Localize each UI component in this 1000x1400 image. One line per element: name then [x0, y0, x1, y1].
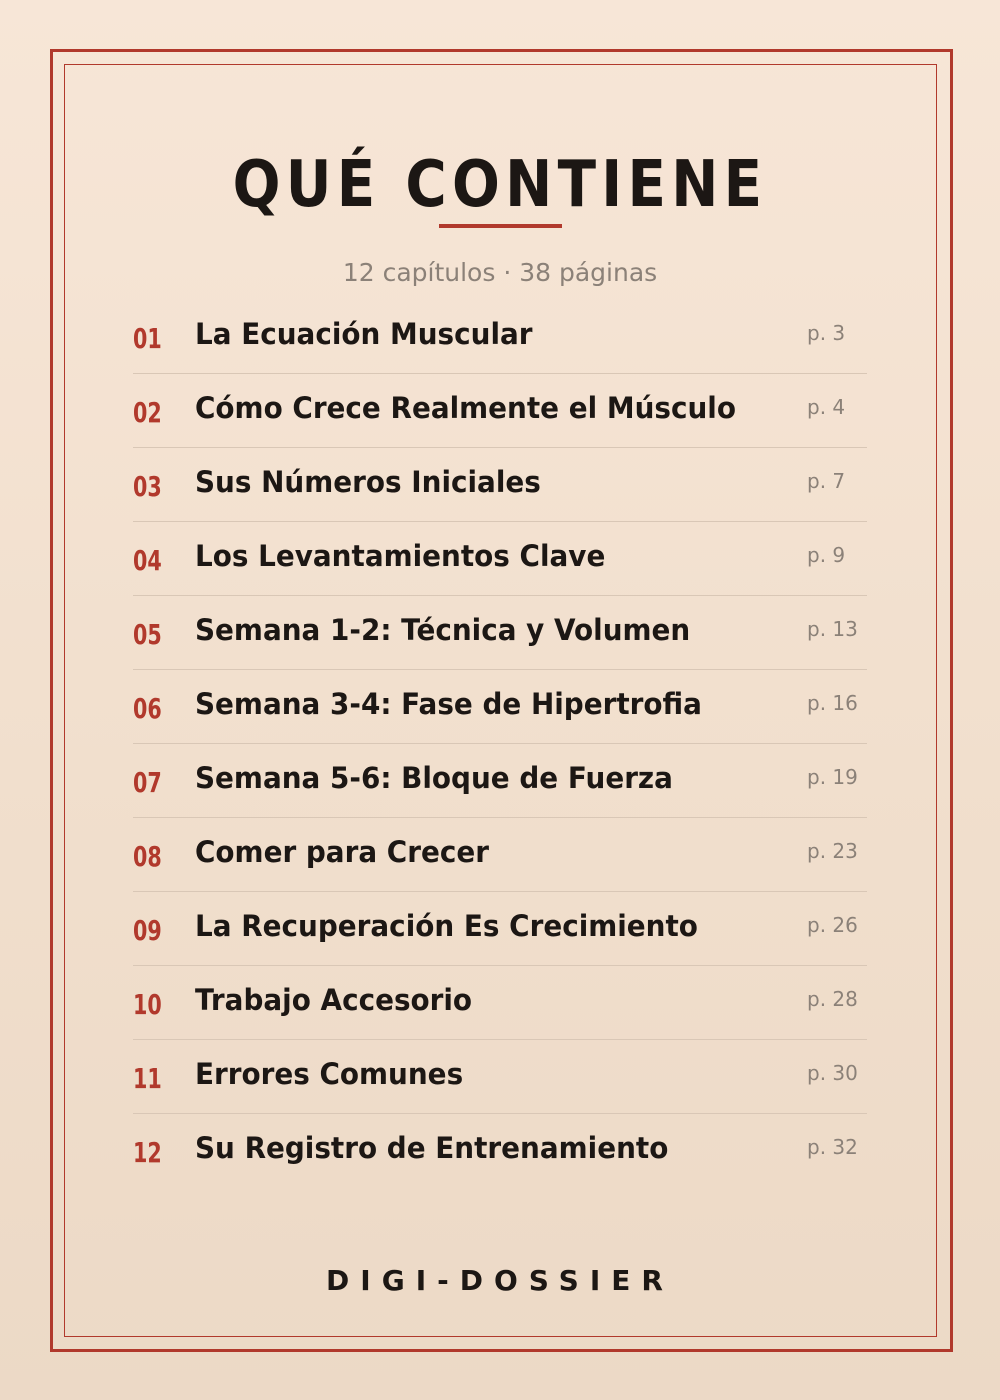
chapter-number: 06	[133, 692, 162, 725]
chapter-page: p. 13	[807, 617, 858, 641]
toc-entry-07[interactable]	[133, 744, 867, 818]
page-subtitle: 12 capítulos · 38 páginas	[342, 258, 658, 287]
toc-entry-08[interactable]	[133, 818, 867, 892]
chapter-title: Sus Números Iniciales	[195, 465, 541, 499]
chapter-page: p. 23	[807, 839, 858, 863]
toc-entry-10[interactable]	[133, 966, 867, 1040]
chapter-page: p. 30	[807, 1061, 858, 1085]
chapter-page: p. 3	[807, 321, 846, 345]
chapter-number: 09	[133, 914, 162, 947]
chapter-title: Los Levantamientos Clave	[195, 539, 606, 573]
chapter-page: p. 26	[807, 913, 858, 937]
chapter-number: 11	[133, 1062, 162, 1095]
chapter-title: Trabajo Accesorio	[195, 983, 473, 1017]
chapter-page: p. 7	[807, 469, 846, 493]
brand-footer: DIGI-DOSSIER	[326, 1264, 674, 1297]
toc-entry-09[interactable]	[133, 892, 867, 966]
chapter-page: p. 32	[807, 1135, 858, 1159]
chapter-title: Cómo Crece Realmente el Músculo	[195, 391, 736, 425]
chapter-number: 12	[133, 1136, 162, 1169]
chapter-title: La Ecuación Muscular	[195, 317, 533, 351]
chapter-page: p. 19	[807, 765, 858, 789]
toc-entry-05[interactable]	[133, 596, 867, 670]
toc-entry-01[interactable]	[133, 300, 867, 374]
chapter-title: Comer para Crecer	[195, 835, 489, 869]
title-underline	[439, 224, 562, 228]
chapter-title: La Recuperación Es Crecimiento	[195, 909, 698, 943]
chapter-number: 10	[133, 988, 162, 1021]
toc-entry-06[interactable]	[133, 670, 867, 744]
chapter-title: Errores Comunes	[195, 1057, 464, 1091]
chapter-page: p. 28	[807, 987, 858, 1011]
toc-entry-11[interactable]	[133, 1040, 867, 1114]
chapter-number: 01	[133, 322, 162, 355]
chapter-number: 08	[133, 840, 162, 873]
toc-entry-03[interactable]	[133, 448, 867, 522]
chapter-title: Semana 5-6: Bloque de Fuerza	[195, 761, 673, 795]
chapter-page: p. 9	[807, 543, 846, 567]
chapter-number: 02	[133, 396, 162, 429]
chapter-number: 05	[133, 618, 162, 651]
toc-entry-12[interactable]	[133, 1114, 867, 1187]
chapter-number: 03	[133, 470, 162, 503]
toc-entry-04[interactable]	[133, 522, 867, 596]
chapter-page: p. 16	[807, 691, 858, 715]
table-of-contents	[133, 300, 867, 1187]
toc-entry-02[interactable]	[133, 374, 867, 448]
chapter-number: 04	[133, 544, 162, 577]
chapter-page: p. 4	[807, 395, 846, 419]
chapter-title: Semana 1-2: Técnica y Volumen	[195, 613, 691, 647]
chapter-title: Semana 3-4: Fase de Hipertrofia	[195, 687, 702, 721]
page-title: QUÉ CONTIENE	[232, 148, 768, 222]
chapter-title: Su Registro de Entrenamiento	[195, 1131, 669, 1165]
chapter-number: 07	[133, 766, 162, 799]
